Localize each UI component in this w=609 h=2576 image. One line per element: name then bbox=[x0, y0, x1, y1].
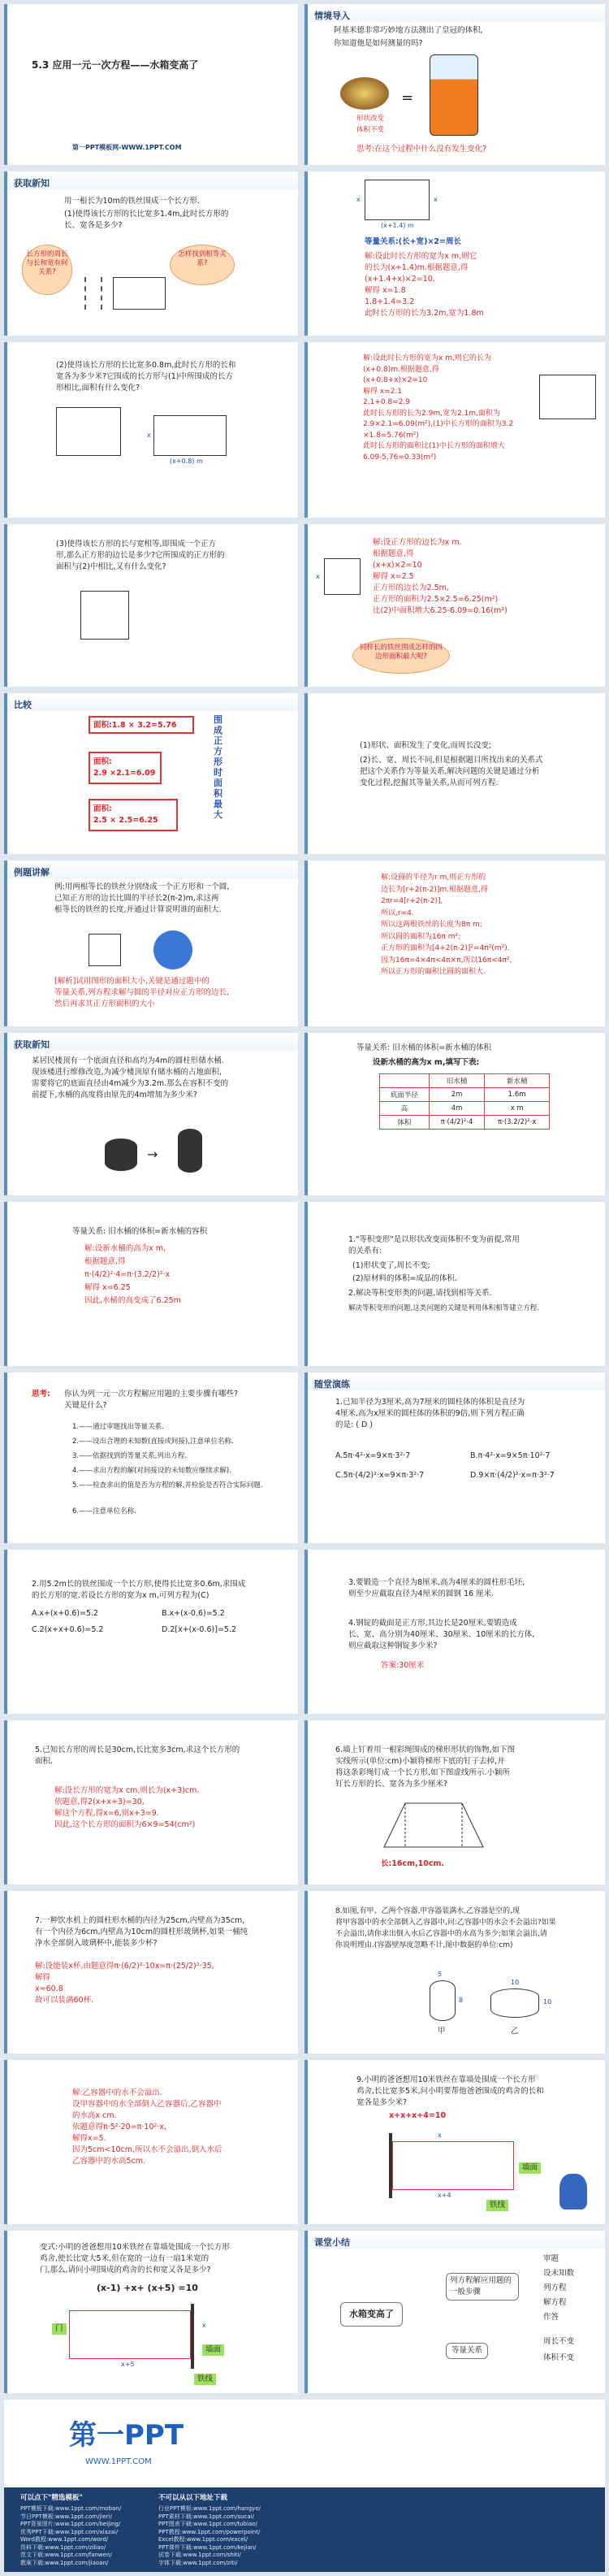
tag-label: 形状改变 bbox=[356, 115, 385, 123]
slide-header: 情境导入 bbox=[314, 11, 350, 21]
table-row bbox=[380, 1116, 550, 1130]
slide-variant bbox=[4, 2231, 298, 2393]
question: 3.要锻造一个直径为8厘米,高为4厘米的圆柱形毛坯, 则至少应截取直径为4厘米的圆钢 16 厘米. bbox=[348, 1578, 525, 1598]
wall-line bbox=[191, 2304, 194, 2369]
text-line: 用一根长为10m的铁丝围成一个长方形. bbox=[64, 197, 200, 206]
slide-practice1 bbox=[304, 1373, 605, 1543]
table-cell: π·(4/2)²·4 bbox=[429, 1116, 485, 1130]
question: 5.已知长方形的周长是30cm,长比宽多3cm,求这个长方形的 面积. bbox=[35, 1746, 240, 1766]
slide-steps bbox=[4, 1373, 298, 1543]
answer-text: 长:16cm,10cm. bbox=[381, 1859, 445, 1868]
slide-rect2-solution bbox=[304, 342, 605, 518]
slide-intro bbox=[304, 4, 605, 165]
dim-label: x bbox=[356, 196, 361, 203]
slide-rect2 bbox=[4, 342, 298, 518]
mindmap-branch: 列方程解应用题的一般步骤 bbox=[446, 2273, 519, 2301]
equation-relation: 等量关系: 旧水桶的体积=新水桶的容积 bbox=[72, 1227, 208, 1236]
table-row bbox=[380, 1102, 550, 1116]
table-cell: 1.6m bbox=[485, 1088, 550, 1102]
slide-header: 比较 bbox=[14, 700, 32, 710]
footer-url: WWW.1PPT.COM bbox=[85, 2457, 152, 2466]
solution-text: 解:设此时长方形的宽为x m,则它 的长为(x+1.4)m.根据题意,得 (x+1.4+x)×2=10. 解得 x=1.8 1.8+1.4=3.2 此时长方形的长为3.2m,宽为1.8m bbox=[365, 252, 484, 318]
solution-text: 解:乙容器中的水不会溢出. 设甲容器中的水全部倒入乙容器后,乙容器中 的水高x cm. 依题意得π·5²·20=π·10²·x, 解得x=5. 因为5cm<10cm,所以水不会溢出,倒入水后 乙容器中的水高5cm. bbox=[72, 2088, 222, 2166]
slide-square bbox=[4, 524, 298, 687]
dim-label: x bbox=[438, 2131, 442, 2139]
circle-figure bbox=[153, 930, 192, 969]
rectangle-figure bbox=[113, 277, 166, 310]
think-label: 思考: bbox=[32, 1390, 50, 1399]
iron-label: 铁线 bbox=[194, 2374, 216, 2385]
equation: x+x+x+4=10 bbox=[389, 2111, 447, 2120]
water-cylinder-image bbox=[430, 54, 478, 136]
wall-label: 墙面 bbox=[202, 2344, 224, 2356]
rectangle-figure bbox=[365, 180, 430, 220]
mindmap-leaf: 设未知数 bbox=[543, 2269, 575, 2278]
text-line: 阿基米德非常巧妙地方法测出了皇冠的体积, bbox=[334, 26, 483, 35]
question: (1)使得该长方形的长比宽多1.4m,此时长方形的 长、宽各是多少? bbox=[64, 210, 229, 230]
area-text: 面积: 2.9 ×2.1=6.09 bbox=[93, 757, 156, 778]
slide-header: 获取新知 bbox=[14, 1039, 50, 1050]
slide-rect1-solution bbox=[304, 171, 605, 336]
dim-label: x bbox=[147, 432, 151, 439]
container-jia bbox=[430, 1980, 456, 2021]
iron-label: 铁线 bbox=[486, 2200, 508, 2211]
mindmap-leaf: 解方程 bbox=[543, 2298, 567, 2307]
slide-header: 获取新知 bbox=[14, 178, 50, 189]
table-cell bbox=[380, 1074, 430, 1088]
dim-label: 5 bbox=[438, 1971, 443, 1978]
question: 1.已知半径为3厘米,高为7厘米的圆柱体的体积是直径为 4厘米,高为x厘米的圆柱体的体积的9倍,则下列方程正确 的是: ( D ) bbox=[335, 1398, 525, 1429]
text-line: 你知道他是如何测量的吗? bbox=[334, 39, 423, 48]
choice-c: C.2(x+x+0.6)=5.2 bbox=[32, 1625, 104, 1634]
question: (3)使得该长方形的长与宽相等,即围成一个正方 形,那么正方形的边长是多少?它所围成的正方形的 面积与(2)中相比,又有什么变化? bbox=[56, 540, 225, 571]
equation-relation: 等量关系:(长+宽)×2=周长 bbox=[365, 237, 461, 246]
wire-coil bbox=[84, 277, 102, 310]
tank-table bbox=[379, 1073, 550, 1130]
choice-b: B.x+(x-0.6)=5.2 bbox=[162, 1609, 225, 1618]
solution-text: 解:设正方形的边长为x m. 根据题意,得 (x+x)×2=10 解得 x=2.5 正方形的边长为2.5m, 正方形的面积为2.5×2.5=6.25(m²) 比(2)中面积增大6.25-6.09=0.16(m²) bbox=[373, 538, 508, 615]
footer-col-title: 可以点下"精选模板" bbox=[20, 2494, 83, 2502]
slide-practice6 bbox=[304, 1720, 605, 1884]
mindmap-leaf: 周长不变 bbox=[543, 2337, 575, 2346]
dim-label: 8 bbox=[459, 1997, 464, 2004]
square-figure bbox=[80, 591, 129, 640]
text-line: 解决等积变形的问题,这类问题的关键是利用体积相等建立方程. bbox=[348, 1304, 539, 1312]
slide-title bbox=[4, 4, 298, 165]
choice-a: A.5π·4²·x=9×π·3²·7 bbox=[335, 1451, 411, 1460]
slide-practice5 bbox=[4, 1720, 298, 1884]
question: 你认为列一元一次方程解应用题的主要步骤有哪些? 关键是什么? bbox=[64, 1390, 239, 1410]
solution-text: 解:设新水桶的高为x m, 根据题意,得 π·(4/2)²·4=π·(3.2/2)²·x 解得 x=6.25 因此,水桶的高变成了6.25m bbox=[84, 1244, 181, 1305]
dim-label: 10 bbox=[511, 1979, 520, 1986]
slide-compare-notes bbox=[304, 693, 605, 854]
slide-tank-solution bbox=[4, 1202, 298, 1366]
equals-icon: = bbox=[401, 89, 414, 106]
slide-equal-volume-notes bbox=[304, 1202, 605, 1366]
mindmap-leaf: 审题 bbox=[543, 2254, 559, 2263]
step-item: 3.——依据找到的等量关系,列出方程. bbox=[72, 1452, 188, 1460]
footer-banner bbox=[4, 2400, 605, 2487]
rectangle-figure bbox=[56, 407, 121, 456]
slide-square-solution bbox=[304, 524, 605, 687]
container-yi bbox=[490, 1988, 539, 2018]
dim-label: 10 bbox=[543, 1998, 552, 2006]
dim-label: x+4 bbox=[438, 2192, 451, 2199]
slide-practice2 bbox=[4, 1550, 298, 1714]
mindmap-leaf: 体积不变 bbox=[543, 2353, 575, 2362]
step-item: 5.——检查求出的值是否为方程的解,并检验是否符合实际问题. bbox=[72, 1481, 263, 1490]
slide-practice9 bbox=[304, 2060, 605, 2224]
solution-text: 解:设圆的半径为r m,则正方形的 边长为[r+2(π-2)]m.根据题意,得 2πr=4[r+2(π-2)], 所以,r=4. 所以这两根铁丝的长度为8π m; 所以圆的面积为16π m²; 正方形的面积为[4+2(π-2)]²=4π²(m²). 因为16π=4×4π<4π×π,所以16π<4π², 所以正方形的面积比圆的面积大. bbox=[381, 874, 512, 976]
table-row bbox=[380, 1074, 550, 1088]
mindmap-center: 水箱变高了 bbox=[340, 2302, 403, 2327]
site-footer: 第一PPT模板网-WWW.1PPT.COM bbox=[72, 144, 182, 151]
analysis-text: [解析]试用图形的面积大小,关键是通过题中的 等量关系,列方程求解与圆的半径对应正方形的边长, 然后再求其正方形面积的大小 bbox=[54, 977, 230, 1008]
footer-col[interactable]: 行业PPT模板:www.1ppt.com/hangye/ PPT素材下载:www.1ppt.com/sucai/ PPT图表下载:www.1ppt.com/tubiao/ PPT教程:www.1ppt.com/powerpoint/ Excel教程:www.1ppt.com/excel/ PPT课件下载:www.1ppt.com/kejian/ 试卷下载:www.1ppt.com/shiti/ 字体下载:www.1ppt.com/ziti/ bbox=[158, 2505, 261, 2566]
question: 9.小明的爸爸想用10米铁丝在靠墙处围成一个长方形 鸡舍,长比宽多5米,问小明要帮他爸爸围成的鸡舍的长和 宽各是多少米? bbox=[356, 2075, 544, 2107]
mindmap-leaf: 列方程 bbox=[543, 2283, 567, 2292]
table-row bbox=[380, 1088, 550, 1102]
mindmap-leaf: 作答 bbox=[543, 2313, 559, 2322]
table-cell: 底面半径 bbox=[380, 1088, 430, 1102]
think-line: 思考:在这个过程中什么没有发生变化? bbox=[356, 145, 487, 154]
tag-label: 体积不变 bbox=[356, 126, 385, 134]
crown-image bbox=[340, 77, 389, 110]
hint-bubble: 长方形的周长与长和宽有何关系? bbox=[22, 245, 72, 295]
rectangle-figure bbox=[153, 415, 227, 456]
table-cell: 2m bbox=[429, 1088, 485, 1102]
equation-relation: 等量关系: 旧水桶的体积=新水桶的体积 bbox=[356, 1043, 492, 1052]
coop-rectangle bbox=[69, 2310, 191, 2359]
old-tank-image bbox=[105, 1138, 137, 1171]
dim-label: (x+0.8) m bbox=[170, 458, 203, 465]
table-cell: 高 bbox=[380, 1102, 430, 1116]
area-box bbox=[89, 752, 162, 784]
slide-practice8 bbox=[304, 1891, 605, 2053]
rectangle-figure bbox=[539, 375, 596, 419]
table-cell: 新水桶 bbox=[485, 1074, 550, 1088]
answer-text: 答案:30厘米 bbox=[381, 1661, 425, 1670]
hint-bubble: 怎样找到相等关系? bbox=[170, 245, 235, 285]
slide-summary bbox=[304, 2231, 605, 2393]
slide-practice3 bbox=[304, 1550, 605, 1714]
dim-label: x+5 bbox=[121, 2361, 135, 2368]
text-line: (2)长、宽、周长不同,但是根据题目所找出来的关系式 把这个关系作为等量关系,解决问题的关键是通过分析 变化过程,挖掘其等量关系,从而可列方程. bbox=[360, 756, 543, 787]
dim-label: x bbox=[202, 2322, 206, 2329]
slide-tank bbox=[4, 1033, 298, 1195]
choice-a: A.x+(x+0.6)=5.2 bbox=[32, 1609, 99, 1618]
area-box bbox=[89, 716, 194, 734]
text-line: (1)形状变了,周长不变; bbox=[352, 1261, 430, 1270]
slide-tank-table bbox=[304, 1033, 605, 1195]
slide-practice8-solution bbox=[4, 2060, 298, 2224]
question: (2)使得该长方形的长比宽多0.8m,此时长方形的长和 宽各为多少米?它围成的长方形与(1)中所围成的长方 形相比,面积有什么变化? bbox=[56, 361, 236, 392]
question: 变式:小明的爸爸想用10米铁丝在靠墙处围成一个长方形 鸡舍,使长比宽大5米,但在宽的一边有一扇1米宽的 门,那么,请问小明围成的鸡舍的长和宽又各是多少? bbox=[40, 2243, 230, 2275]
new-tank-image bbox=[178, 1129, 202, 1173]
arrow-icon: → bbox=[147, 1147, 158, 1162]
conclusion-vertical: 围成正方形时面积最大 bbox=[214, 714, 222, 820]
table-cell: 体积 bbox=[380, 1116, 430, 1130]
question: 7.一种饮水机上的圆柱形水桶的内径为25cm,内壁高为35cm, 有一个内径为6cm,内壁高为10cm的圆柱形玻璃杯,如果一桶纯 净水全部倒入玻璃杯中,能装多少杯? bbox=[35, 1916, 248, 1948]
area-text: 面积:1.8 × 3.2=5.76 bbox=[93, 721, 177, 730]
text-line: (2)原材料的体积=成品的体积. bbox=[352, 1274, 457, 1283]
choice-c: C.5π·(4/2)²·x=9×π·3²·7 bbox=[335, 1471, 425, 1480]
text-line: 1."等积变形"是以形状改变而体积不变为前提,常用 的关系有: bbox=[348, 1235, 520, 1255]
question: 例:用两根等长的铁丝分别绕成一个正方形和一个圆, 已知正方形的边长比圆的半径长2(π-2)m,求这两 根等长的铁丝的长度,并通过计算说明谁的面积大. bbox=[54, 883, 230, 914]
trapezoid-figure bbox=[381, 1798, 486, 1852]
choice-b: B.π·4²·x=9×5π·10²·7 bbox=[470, 1451, 551, 1460]
question: 4.钢锭的截面是正方形,其边长是20厘米,要锻造成 长、宽、高分别为40厘米、30厘米、10厘米的长方体, 则应截取这种钢锭多少米? bbox=[348, 1619, 535, 1650]
door-label: 门 bbox=[52, 2323, 67, 2335]
footer-links bbox=[4, 2487, 605, 2572]
step-item: 2.——设出合理的未知数(直接或间接),注意单位名称. bbox=[72, 1438, 234, 1446]
wall-label: 墙面 bbox=[519, 2162, 541, 2174]
slide-header: 例题讲解 bbox=[14, 867, 50, 878]
solution-text: 解:设此时长方形的宽为x m,则它的长为 (x+0.8)m.根据题意,得 (x+0.8+x)×2=10 解得 x=2.1 2.1+0.8=2.9 此时长方形的长为2.9m,宽为2.1m,面积为 2.9×2.1=6.09(m²),(1)中长方形的面积为3.2 ×1.8=5.76(m²) 此时长方形的面积比(1)中长方形的面积增大 6.09-5.76=0.33(m²) bbox=[363, 354, 514, 462]
footer-col[interactable]: PPT模板下载:www.1ppt.com/moban/ 节日PPT模板:www.1ppt.com/jieri/ PPT背景图片:www.1ppt.com/beijing/ 优秀PPT下载:www.1ppt.com/xiazai/ Word教程:www.1ppt.com/word/ 资料下载:www.1ppt.com/ziliao/ 范文下载:www.1ppt.com/fanwen/ 教案下载:www.1ppt.com/jiaoan/ bbox=[20, 2505, 122, 2566]
hint-bubble: 同样长的铁丝围成怎样的四边形面积最大呢? bbox=[352, 638, 450, 674]
table-cell: x m bbox=[485, 1102, 550, 1116]
square-figure bbox=[324, 558, 361, 595]
dim-label: x bbox=[316, 573, 320, 580]
slide-header: 课堂小结 bbox=[314, 2237, 350, 2248]
slide-header: 随堂演练 bbox=[314, 1379, 350, 1390]
dim-label: (x+1.4) m bbox=[381, 222, 414, 229]
choice-d: D.2[x+(x-0.6)]=5.2 bbox=[162, 1625, 237, 1634]
question: 6.墙上钉着用一根彩绳围成的梯形形状的饰物,如下图 实线所示(单位:cm)小颖将梯形下底的钉子去掉,并 将这条彩绳钉成一个长方形,如下图虚线所示.小颖所 钉长方形的长、宽各为多少厘米? bbox=[335, 1746, 516, 1789]
cartoon-icon bbox=[559, 2174, 587, 2210]
container-label: 甲 bbox=[438, 2027, 446, 2036]
question: 2.用5.2m长的铁丝围成一个长方形,使得长比宽多0.6m,求围成 的长方形的宽.若设长方形的宽为x m,可列方程为(C) bbox=[32, 1580, 246, 1600]
step-item: 6.——注意单位名称. bbox=[72, 1507, 136, 1516]
text-line: 2.解决等积变形类的问题,请找到相等关系. bbox=[348, 1289, 492, 1298]
solution-text: 解:设长方形的宽为x cm,则长为(x+3)cm. 依题意,得2(x+x+3)=30, 解这个方程,得x=6,则x+3=9. 因此,这个长方形的面积为6×9=54(cm²) bbox=[54, 1786, 200, 1829]
slide-example bbox=[4, 861, 298, 1026]
container-label: 乙 bbox=[511, 2027, 519, 2036]
table-cell: π·(3.2/2)²·x bbox=[485, 1116, 550, 1130]
table-cell: 4m bbox=[429, 1102, 485, 1116]
table-cell: 旧水桶 bbox=[429, 1074, 485, 1088]
area-text: 面积: 2.5 × 2.5=6.25 bbox=[93, 804, 158, 825]
slide-practice7 bbox=[4, 1891, 298, 2053]
question: 某居民楼顶有一个底面直径和高均为4m的圆柱形储水桶. 现该楼进行维修改造,为减少楼顶原有储水桶的占地面积, 需要将它的底面直径由4m减少为3.2m.那么在容积不变的 前提下,水桶的高度将由原先的4m增加为多少米? bbox=[32, 1056, 229, 1099]
square-figure bbox=[89, 934, 121, 966]
mindmap-branch: 等量关系 bbox=[446, 2343, 488, 2359]
area-box bbox=[89, 799, 178, 831]
slide-example-solution bbox=[304, 861, 605, 1026]
footer-logo: 第一PPT bbox=[69, 2419, 184, 2452]
coop-rectangle bbox=[392, 2141, 514, 2190]
step-item: 1.——通过审题找出等量关系. bbox=[72, 1423, 164, 1431]
footer-col-title: 不可以从以下地址下载 bbox=[158, 2494, 228, 2502]
text-line: (1)形状、面积发生了变化,而周长没变; bbox=[360, 741, 492, 750]
solution-text: 解:设能装x杯,由题意得π·(6/2)²·10x=π·(25/2)²·35, 解得 x≈60.8 故可以装满60杯. bbox=[35, 1962, 214, 2005]
choice-d: D.9×π·(4/2)²·x=π·3²·7 bbox=[470, 1471, 555, 1480]
equation: (x-1) +x+ (x+5) =10 bbox=[97, 2283, 198, 2293]
slide-rect1 bbox=[4, 171, 298, 336]
table-caption: 设新水桶的高为x m,填写下表: bbox=[373, 1058, 480, 1067]
step-item: 4.——求出方程的解(对间接设的未知数应继续求解). bbox=[72, 1467, 231, 1475]
dim-label: x bbox=[434, 196, 438, 203]
question: 8.如图,有甲、乙两个容器,甲容器装满水,乙容器是空的,现 将甲容器中的水全部倒入乙容器中,问:乙容器中的水会不会溢出?如果 不会溢出,请你求出倒入水后乙容器中的水高为多少;如果会溢出,请 你说明理由.(容器壁厚度忽略不计,图中数据的单位:cm) bbox=[335, 1907, 556, 1949]
slide-compare bbox=[4, 693, 298, 854]
lesson-title: 5.3 应用一元一次方程——水箱变高了 bbox=[32, 59, 199, 71]
